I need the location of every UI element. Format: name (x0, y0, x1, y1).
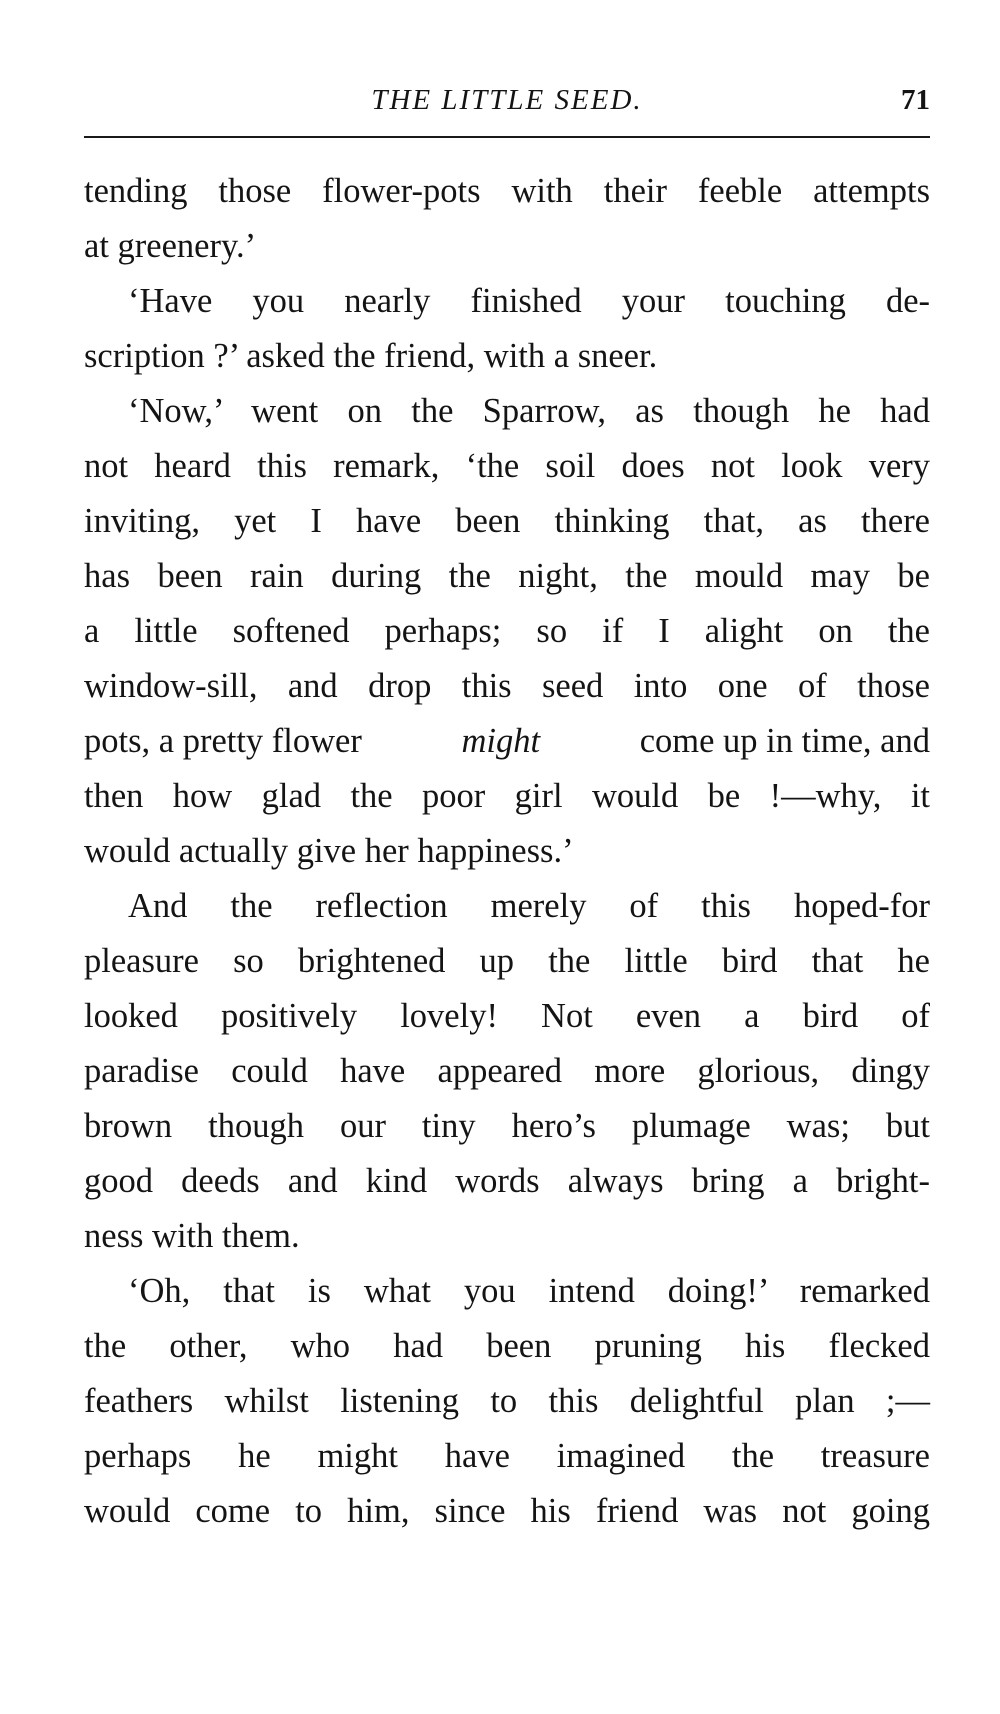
text-line: ‘Have you nearly finished your touching de- (128, 282, 930, 320)
emphasized-word: might (461, 722, 541, 760)
text-line: then how glad the poor girl would be !—why, it (84, 777, 930, 815)
paragraph-continuation (84, 1319, 930, 1539)
text-line: brown though our tiny hero’s plumage was; but (84, 1107, 930, 1145)
text-line: window-sill, and drop this seed into one of those (84, 667, 930, 705)
text-line: ness with them. (84, 1217, 300, 1255)
text-line: scription ?’ asked the friend, with a sneer. (84, 337, 658, 375)
text-line: ‘Oh, that is what you intend doing!’ remarked (128, 1272, 930, 1310)
running-head (84, 78, 930, 122)
text-line: looked positively lovely! Not even a bird of (84, 997, 930, 1035)
text-line: would actually give her happiness.’ (84, 832, 574, 870)
text-line-with-emphasis (84, 714, 930, 769)
text-line: a little softened perhaps; so if I alight on the (84, 612, 930, 650)
text-line: good deeds and kind words always bring a bright- (84, 1162, 930, 1200)
text-fragment: pots, a pretty flower (84, 722, 362, 760)
text-line: perhaps he might have imagined the treasure (84, 1437, 930, 1475)
text-line: tending those flower-pots with their feeble attempts (84, 172, 930, 210)
paragraph (84, 1264, 930, 1319)
body-text (84, 164, 930, 1539)
text-line: paradise could have appeared more glorious, dingy (84, 1052, 930, 1090)
page-number: 71 (901, 84, 930, 116)
text-line: feathers whilst listening to this delightful plan ;— (84, 1382, 930, 1420)
paragraph (84, 274, 930, 329)
text-fragment: come up in time, and (639, 722, 930, 760)
paragraph-continuation (84, 329, 930, 384)
text-line: at greenery.’ (84, 227, 257, 265)
text-line: the other, who had been pruning his flecked (84, 1327, 930, 1365)
running-title: THE LITTLE SEED. (371, 84, 643, 116)
text-line: inviting, yet I have been thinking that, as there (84, 502, 930, 540)
text-line: has been rain during the night, the mould may be (84, 557, 930, 595)
text-line: not heard this remark, ‘the soil does not look very (84, 447, 930, 485)
paragraph (84, 879, 930, 934)
paragraph (84, 164, 930, 274)
text-line: would come to him, since his friend was not going (84, 1492, 930, 1530)
header-rule (84, 136, 930, 138)
paragraph (84, 384, 930, 439)
paragraph-continuation (84, 439, 930, 879)
text-line: pleasure so brightened up the little bird that he (84, 942, 930, 980)
text-line: And the reflection merely of this hoped-for (128, 887, 930, 925)
paragraph-continuation (84, 934, 930, 1264)
text-line: ‘Now,’ went on the Sparrow, as though he had (128, 392, 930, 430)
